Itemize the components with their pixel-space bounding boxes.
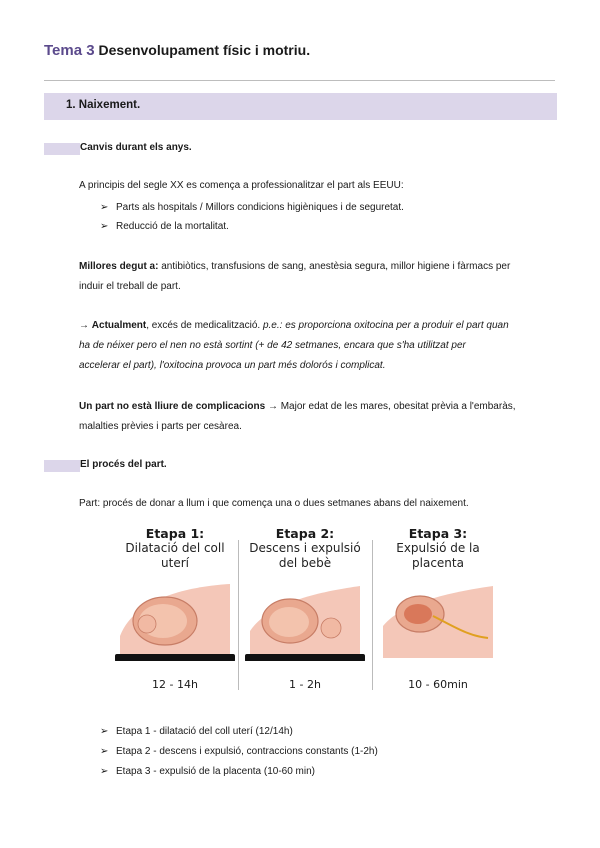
list-item: ➢ Reducció de la mortalitat. bbox=[100, 221, 229, 232]
list-item: ➢ Etapa 3 - expulsió de la placenta (10-60 min) bbox=[100, 766, 316, 777]
list-item: ➢ Parts als hospitals / Millors condicions higièniques i de seguretat. bbox=[100, 202, 404, 213]
bullet-arrow-icon: ➢ bbox=[100, 766, 109, 777]
paragraph-complicacions: Un part no està lliure de complicacions → Major edat de les mares, obesitat prèvia a l'embaràs, malalties prèvies i parts per cesàrea. bbox=[79, 401, 516, 432]
stage-1: Etapa 1: Dilatació del coll uterí 12 - 14h bbox=[115, 526, 235, 571]
stage-2-illustration bbox=[245, 576, 365, 661]
birth-stages-figure bbox=[110, 526, 500, 696]
paragraph-millores: Millores degut a: antibiòtics, transfusions de sang, anestèsia segura, millor higiene i fàrmacs per induir el treball de part. bbox=[79, 261, 511, 292]
subheading-marker bbox=[44, 143, 80, 155]
divider bbox=[44, 80, 555, 81]
figure-divider bbox=[372, 540, 373, 690]
figure-divider bbox=[238, 540, 239, 690]
stage-1-illustration bbox=[115, 576, 235, 661]
stage-2: Etapa 2: Descens i expulsió del bebè 1 - 2h bbox=[245, 526, 365, 571]
intro-text: A principis del segle XX es comença a professionalitzar el part als EEUU: bbox=[79, 180, 404, 191]
stage-3: Etapa 3: Expulsió de la placenta 10 - 60min bbox=[378, 526, 498, 571]
list-item: ➢ Etapa 2 - descens i expulsió, contraccions constants (1-2h) bbox=[100, 746, 378, 757]
list-item: ➢ Etapa 1 - dilatació del coll uterí (12/14h) bbox=[100, 726, 293, 737]
bullet-arrow-icon: ➢ bbox=[100, 726, 109, 737]
subheading-changes: Canvis durant els anys. bbox=[80, 142, 192, 153]
topic-title: Desenvolupament físic i motriu. bbox=[98, 42, 311, 58]
section-heading bbox=[44, 93, 557, 120]
bullet-arrow-icon: ➢ bbox=[100, 221, 109, 232]
bullet-arrow-icon: ➢ bbox=[100, 746, 109, 757]
subheading-process: El procés del part. bbox=[80, 459, 167, 470]
part-definition: Part: procés de donar a llum i que comença una o dues setmanes abans del naixement. bbox=[79, 498, 469, 509]
topic-number: Tema 3 bbox=[44, 42, 95, 59]
section-label: 1. Naixement. bbox=[66, 99, 141, 111]
stage-3-illustration bbox=[378, 576, 498, 661]
page-title bbox=[44, 42, 310, 59]
paragraph-actualment: → Actualment, excés de medicalització. p.e.: es proporciona oxitocina per a produir el part quan ha de néixer pero el nen no està sortint (+ de 42 setmanes, encara que s'ha utilitzat per accelerar el part), l'oxitocina provoca un part més dolorós i complicat. bbox=[79, 320, 509, 371]
bullet-arrow-icon: ➢ bbox=[100, 202, 109, 213]
subheading-marker bbox=[44, 460, 80, 472]
